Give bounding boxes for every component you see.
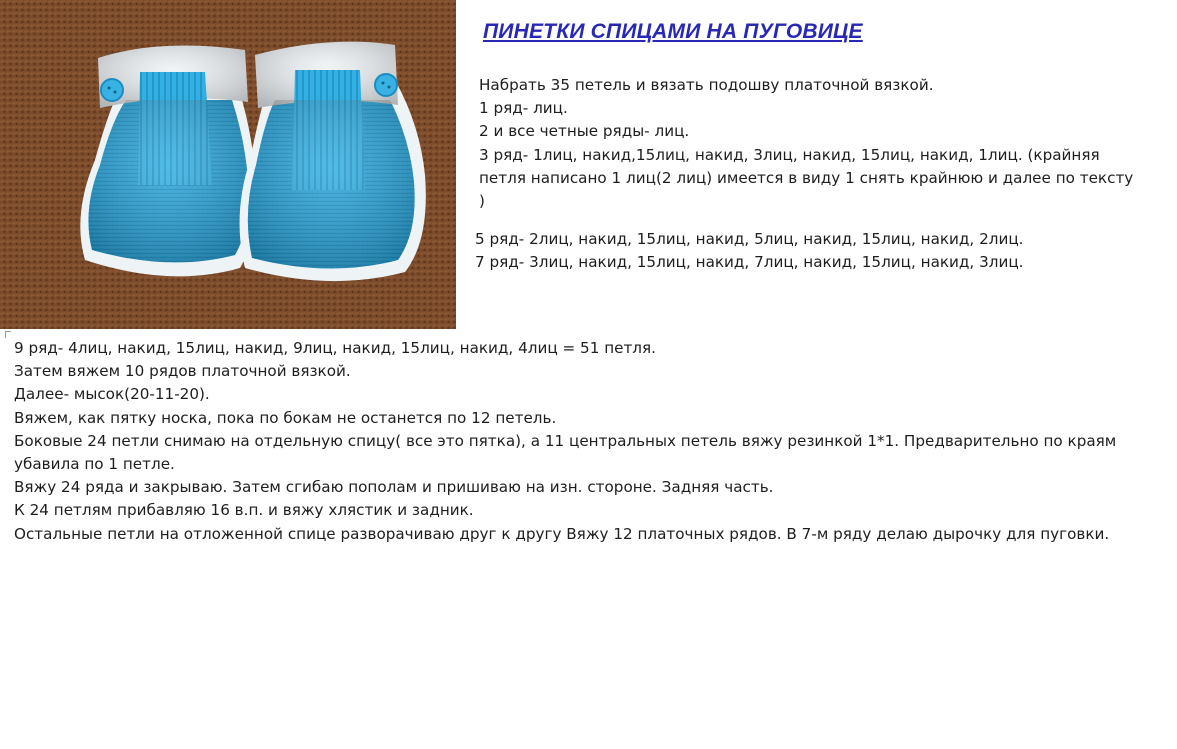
instructions-middle	[475, 228, 1155, 274]
instruction-line: Далее- мысок(20-11-20).	[14, 385, 210, 404]
instruction-line: 2 и все четные ряды- лиц.	[479, 122, 690, 141]
decorative-corner-mark	[5, 331, 11, 338]
left-bootie	[80, 46, 256, 277]
knitted-booties-image	[0, 0, 456, 329]
instruction-line: 5 ряд- 2лиц, накид, 15лиц, накид, 5лиц, накид, 15лиц, накид, 2лиц.	[475, 230, 1024, 248]
instruction-line: Затем вяжем 10 рядов платочной вязкой.	[14, 362, 351, 381]
instruction-line: 7 ряд- 3лиц, накид, 15лиц, накид, 7лиц, накид, 15лиц, накид, 3лиц.	[475, 253, 1024, 272]
instruction-line: Остальные петли на отложенной спице разворачиваю друг к другу Вяжу 12 платочных рядов. В 7-м ряду делаю дырочку для пуговки.	[14, 524, 1110, 543]
instruction-line: Набрать 35 петель и вязать подошву платочной вязкой.	[479, 76, 934, 94]
instruction-line: Вяжем, как пятку носка, пока по бокам не останется по 12 петель.	[14, 408, 557, 427]
instruction-line: 3 ряд- 1лиц, накид,15лиц, накид, 3лиц, накид, 15лиц, накид, 1лиц. (крайняя петля написано 1 лиц(2 лиц) имеется в виду 1 снять крайнюю и далее по тексту )	[479, 145, 1134, 211]
instruction-line: Боковые 24 петли снимаю на отдельную спицу( все это пятка), а 11 центральных петель вяжу резинкой 1*1. Предварительно по краям убавила по 1 петле.	[14, 431, 1117, 474]
booties-photo	[0, 0, 456, 329]
instruction-line: 9 ряд- 4лиц, накид, 15лиц, накид, 9лиц, накид, 15лиц, накид, 4лиц = 51 петля.	[14, 339, 656, 357]
instruction-line: К 24 петлям прибавляю 16 в.п. и вяжу хлястик и задник.	[14, 501, 474, 520]
instruction-line: Вяжу 24 ряда и закрываю. Затем сгибаю пополам и пришиваю на изн. стороне. Задняя часть.	[14, 478, 774, 497]
instructions-top	[479, 74, 1139, 213]
instructions-bottom	[14, 337, 1164, 546]
page-title: ПИНЕТКИ СПИЦАМИ НА ПУГОВИЦЕ	[483, 20, 863, 43]
instruction-line: 1 ряд- лиц.	[479, 99, 568, 118]
